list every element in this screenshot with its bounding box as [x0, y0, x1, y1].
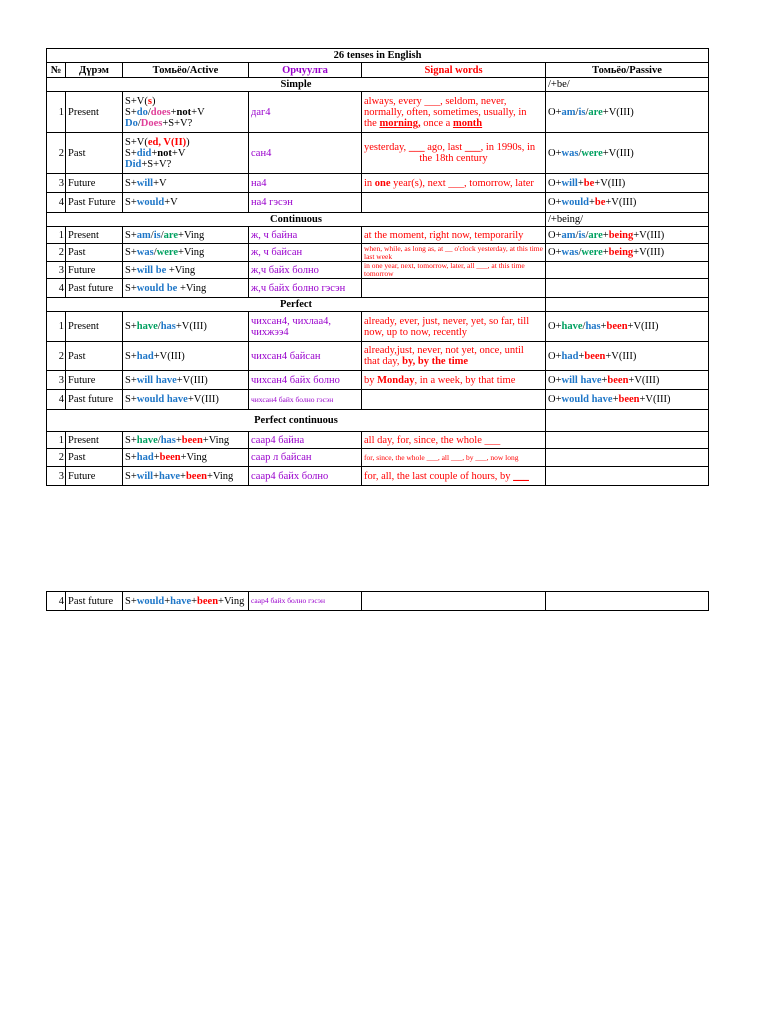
passive-note — [546, 410, 709, 432]
active-formula: S+will have+V(III) — [123, 371, 249, 390]
signal-words — [362, 279, 546, 298]
active-formula: S+had+been+Ving — [123, 449, 249, 467]
translation: чихсан4 байх болно — [249, 371, 362, 390]
translation: ж,ч байх болно — [249, 262, 362, 279]
section-perfect — [47, 298, 709, 312]
signal-words: already, ever, just, never, yet, so far, till now, up to now, recently — [362, 312, 546, 342]
translation: саар4 байна — [249, 432, 362, 449]
translation: чихсан4 байсан — [249, 342, 362, 371]
header-num: № — [47, 63, 66, 78]
table-row — [47, 92, 709, 133]
translation: чихсан4 байх болно гэсэн — [249, 390, 362, 410]
table-row — [47, 244, 709, 262]
row-number: 3 — [47, 262, 66, 279]
active-formula: S+would have+V(III) — [123, 390, 249, 410]
passive-formula: O+have/has+been+V(III) — [546, 312, 709, 342]
translation: ж, ч байсан — [249, 244, 362, 262]
passive-formula — [546, 432, 709, 449]
header-form: Дүрэм — [66, 63, 123, 78]
translation: на4 гэсэн — [249, 193, 362, 213]
table-row — [47, 227, 709, 244]
row-number: 2 — [47, 244, 66, 262]
tenses-table — [46, 48, 709, 486]
translation: сан4 — [249, 133, 362, 174]
section-title: Perfect continuous — [47, 410, 546, 432]
passive-formula: O+would+be+V(III) — [546, 193, 709, 213]
translation: саар л байсан — [249, 449, 362, 467]
section-title: Continuous — [47, 213, 546, 227]
signal-words — [362, 390, 546, 410]
translation: чихсан4, чихлаа4, чихжээ4 — [249, 312, 362, 342]
active-formula: S+have/has+been+Ving — [123, 432, 249, 449]
row-number: 3 — [47, 371, 66, 390]
translation: саар4 байх болно — [249, 467, 362, 486]
past-future-perfect-continuous-row — [46, 591, 709, 611]
translation: саар4 байх болно гэсэн — [249, 592, 362, 611]
translation: ж,ч байх болно гэсэн — [249, 279, 362, 298]
header-passive: Томьёо/Passive — [546, 63, 709, 78]
passive-note — [546, 298, 709, 312]
active-formula: S+would+V — [123, 193, 249, 213]
table-row — [47, 467, 709, 486]
section-simple — [47, 78, 709, 92]
tense-name: Past — [66, 244, 123, 262]
signal-words: for, all, the last couple of hours, by ___ — [362, 467, 546, 486]
signal-words — [362, 193, 546, 213]
row-number: 4 — [47, 592, 66, 611]
table-row — [47, 279, 709, 298]
section-continuous — [47, 213, 709, 227]
header-active: Томьёо/Active — [123, 63, 249, 78]
active-formula: S+would be +Ving — [123, 279, 249, 298]
passive-formula — [546, 279, 709, 298]
signal-words: in one year(s), next ___, tomorrow, later — [362, 174, 546, 193]
active-formula: S+V(s) S+do/does+not+V Do/Does+S+V? — [123, 92, 249, 133]
tense-name: Present — [66, 432, 123, 449]
row-number: 2 — [47, 342, 66, 371]
table-row — [47, 342, 709, 371]
tense-name: Past Future — [66, 193, 123, 213]
row-number: 2 — [47, 133, 66, 174]
active-formula: S+had+V(III) — [123, 342, 249, 371]
tense-name: Future — [66, 371, 123, 390]
passive-note: /+being/ — [546, 213, 709, 227]
signal-words: already,just, never, not yet, once, until that day, by, by the time — [362, 342, 546, 371]
row-number: 4 — [47, 390, 66, 410]
table-row — [47, 449, 709, 467]
tense-name: Past — [66, 133, 123, 174]
signal-words: at the moment, right now, temporarily — [362, 227, 546, 244]
signal-words: always, every ___, seldom, never, normally, often, sometimes, usually, in the morning, once a month — [362, 92, 546, 133]
table-row — [47, 390, 709, 410]
table-row — [47, 193, 709, 213]
table-row — [47, 592, 709, 611]
header-translation: Орчуулга — [249, 63, 362, 78]
tense-name: Future — [66, 262, 123, 279]
signal-words: in one year, next, tomorrow, later, all ___, at this time tomorrow — [362, 262, 546, 279]
table-row — [47, 432, 709, 449]
tense-name: Past future — [66, 592, 123, 611]
table-row — [47, 174, 709, 193]
passive-formula — [546, 262, 709, 279]
row-number: 1 — [47, 92, 66, 133]
row-number: 1 — [47, 432, 66, 449]
tense-name: Present — [66, 312, 123, 342]
active-formula: S+would+have+been+Ving — [123, 592, 249, 611]
row-number: 4 — [47, 193, 66, 213]
active-formula: S+was/were+Ving — [123, 244, 249, 262]
signal-words — [362, 592, 546, 611]
row-number: 1 — [47, 227, 66, 244]
tense-name: Future — [66, 467, 123, 486]
passive-formula — [546, 592, 709, 611]
section-perfect-continuous — [47, 410, 709, 432]
row-number: 1 — [47, 312, 66, 342]
passive-formula: O+am/is/are+V(III) — [546, 92, 709, 133]
translation: даг4 — [249, 92, 362, 133]
tense-name: Future — [66, 174, 123, 193]
table-row — [47, 262, 709, 279]
signal-words: yesterday, ___ ago, last ___, in 1990s, in the 18th century — [362, 133, 546, 174]
row-number: 3 — [47, 174, 66, 193]
active-formula: S+will+V — [123, 174, 249, 193]
passive-formula — [546, 467, 709, 486]
row-number: 2 — [47, 449, 66, 467]
passive-formula — [546, 449, 709, 467]
signal-words: all day, for, since, the whole ___ — [362, 432, 546, 449]
table-row — [47, 312, 709, 342]
tense-name: Present — [66, 227, 123, 244]
table-title: 26 tenses in English — [47, 49, 709, 63]
translation: на4 — [249, 174, 362, 193]
passive-formula: O+was/were+V(III) — [546, 133, 709, 174]
signal-words: when, while, as long as, at __ o'clock yesterday, at this time last week — [362, 244, 546, 262]
signal-words: for, since, the whole ___, all ___, by ___, now long — [362, 449, 546, 467]
active-formula: S+have/has+V(III) — [123, 312, 249, 342]
row-number: 3 — [47, 467, 66, 486]
passive-formula: O+had+been+V(III) — [546, 342, 709, 371]
header-row — [47, 63, 709, 78]
active-formula: S+will be +Ving — [123, 262, 249, 279]
section-title: Perfect — [47, 298, 546, 312]
active-formula: S+V(ed, V(II)) S+did+not+V Did+S+V? — [123, 133, 249, 174]
passive-formula: O+will have+been+V(III) — [546, 371, 709, 390]
section-title: Simple — [47, 78, 546, 92]
header-signal: Signal words — [362, 63, 546, 78]
tense-name: Present — [66, 92, 123, 133]
tense-name: Past — [66, 342, 123, 371]
table-row — [47, 371, 709, 390]
passive-formula: O+was/were+being+V(III) — [546, 244, 709, 262]
active-formula: S+am/is/are+Ving — [123, 227, 249, 244]
passive-note: /+be/ — [546, 78, 709, 92]
tense-name: Past — [66, 449, 123, 467]
passive-formula: O+would have+been+V(III) — [546, 390, 709, 410]
active-formula: S+will+have+been+Ving — [123, 467, 249, 486]
passive-formula: O+am/is/are+being+V(III) — [546, 227, 709, 244]
row-number: 4 — [47, 279, 66, 298]
signal-words: by Monday, in a week, by that time — [362, 371, 546, 390]
title-row — [47, 49, 709, 63]
passive-formula: O+will+be+V(III) — [546, 174, 709, 193]
tense-name: Past future — [66, 390, 123, 410]
table-row — [47, 133, 709, 174]
tense-name: Past future — [66, 279, 123, 298]
translation: ж, ч байна — [249, 227, 362, 244]
